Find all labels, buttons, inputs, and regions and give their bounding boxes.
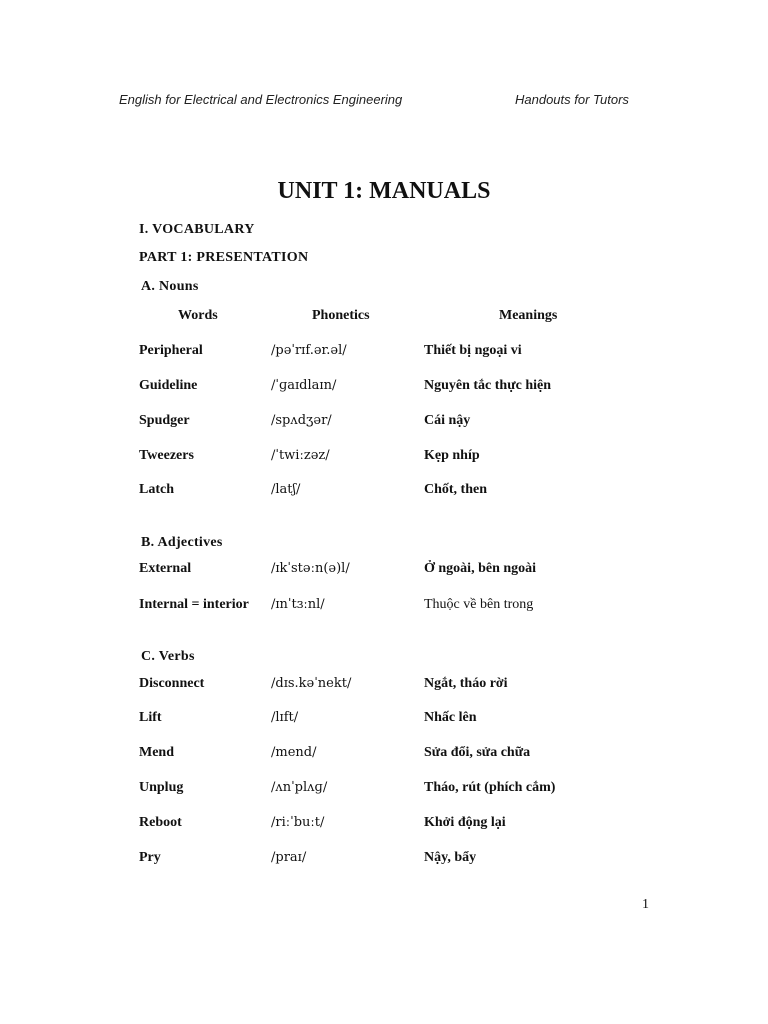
page-title: UNIT 1: MANUALS	[277, 178, 491, 204]
vocab-meaning: Khởi động lại	[424, 815, 506, 830]
vocab-meaning: Ở ngoài, bên ngoài	[424, 561, 537, 576]
nouns-heading: A. Nouns	[141, 279, 199, 294]
vocab-word: Spudger	[139, 413, 190, 428]
vocab-phonetic: /ˈɡaɪdlaɪn/	[271, 378, 337, 393]
vocab-meaning: Thiết bị ngoại vi	[424, 343, 522, 358]
vocab-phonetic: /praɪ/	[271, 850, 307, 865]
vocab-meaning: Nậy, bẩy	[424, 850, 477, 865]
vocab-meaning: Ngắt, tháo rời	[424, 676, 508, 691]
vocab-word: Reboot	[139, 815, 182, 830]
vocab-phonetic: /latʃ/	[271, 482, 301, 497]
vocab-word: Unplug	[139, 780, 184, 795]
vocab-meaning: Sửa đổi, sửa chữa	[424, 745, 531, 760]
vocab-word: Lift	[139, 710, 162, 725]
vocab-word: Pry	[139, 850, 161, 865]
vocab-phonetic: /pəˈrɪf.ər.əl/	[271, 343, 347, 358]
vocab-word: External	[139, 561, 192, 576]
column-header-words: Words	[178, 308, 218, 323]
vocab-phonetic: /riːˈbuːt/	[271, 815, 325, 830]
vocab-word: Guideline	[139, 378, 198, 393]
column-header-phonetics: Phonetics	[312, 308, 370, 323]
vocab-phonetic: /ɪnˈtɜːnl/	[271, 597, 325, 612]
verbs-heading: C. Verbs	[141, 649, 195, 664]
vocab-word: Internal = interior	[139, 597, 249, 612]
vocab-word: Mend	[139, 745, 174, 760]
vocab-phonetic: /ɪkˈstəːn(ə)l/	[271, 561, 350, 576]
part-heading: PART 1: PRESENTATION	[139, 250, 309, 265]
vocab-word: Latch	[139, 482, 174, 497]
vocab-phonetic: /spʌdʒər/	[271, 413, 332, 428]
vocab-meaning: Thuộc về bên trong	[424, 597, 534, 612]
vocab-phonetic: /dɪs.kəˈnekt/	[271, 676, 352, 691]
page-number: 1	[642, 897, 649, 912]
vocab-meaning: Chốt, then	[424, 482, 488, 497]
vocab-word: Disconnect	[139, 676, 205, 691]
running-header-right: Handouts for Tutors	[515, 92, 629, 107]
adjectives-heading: B. Adjectives	[141, 535, 223, 550]
vocab-meaning: Cái nậy	[424, 413, 471, 428]
column-header-meanings: Meanings	[499, 308, 558, 323]
vocab-phonetic: /lɪft/	[271, 710, 299, 725]
section-heading: I. VOCABULARY	[139, 222, 255, 237]
vocab-meaning: Kẹp nhíp	[424, 448, 480, 463]
vocab-meaning: Tháo, rút (phích cắm)	[424, 780, 556, 795]
vocab-word: Peripheral	[139, 343, 203, 358]
vocab-meaning: Nhấc lên	[424, 710, 477, 725]
vocab-meaning: Nguyên tắc thực hiện	[424, 378, 552, 393]
vocab-phonetic: /ʌnˈplʌɡ/	[271, 780, 328, 795]
vocab-phonetic: /mend/	[271, 745, 317, 760]
vocab-word: Tweezers	[139, 448, 194, 463]
running-header-left: English for Electrical and Electronics Engineering	[119, 92, 403, 107]
vocab-phonetic: /ˈtwiːzəz/	[271, 448, 330, 463]
